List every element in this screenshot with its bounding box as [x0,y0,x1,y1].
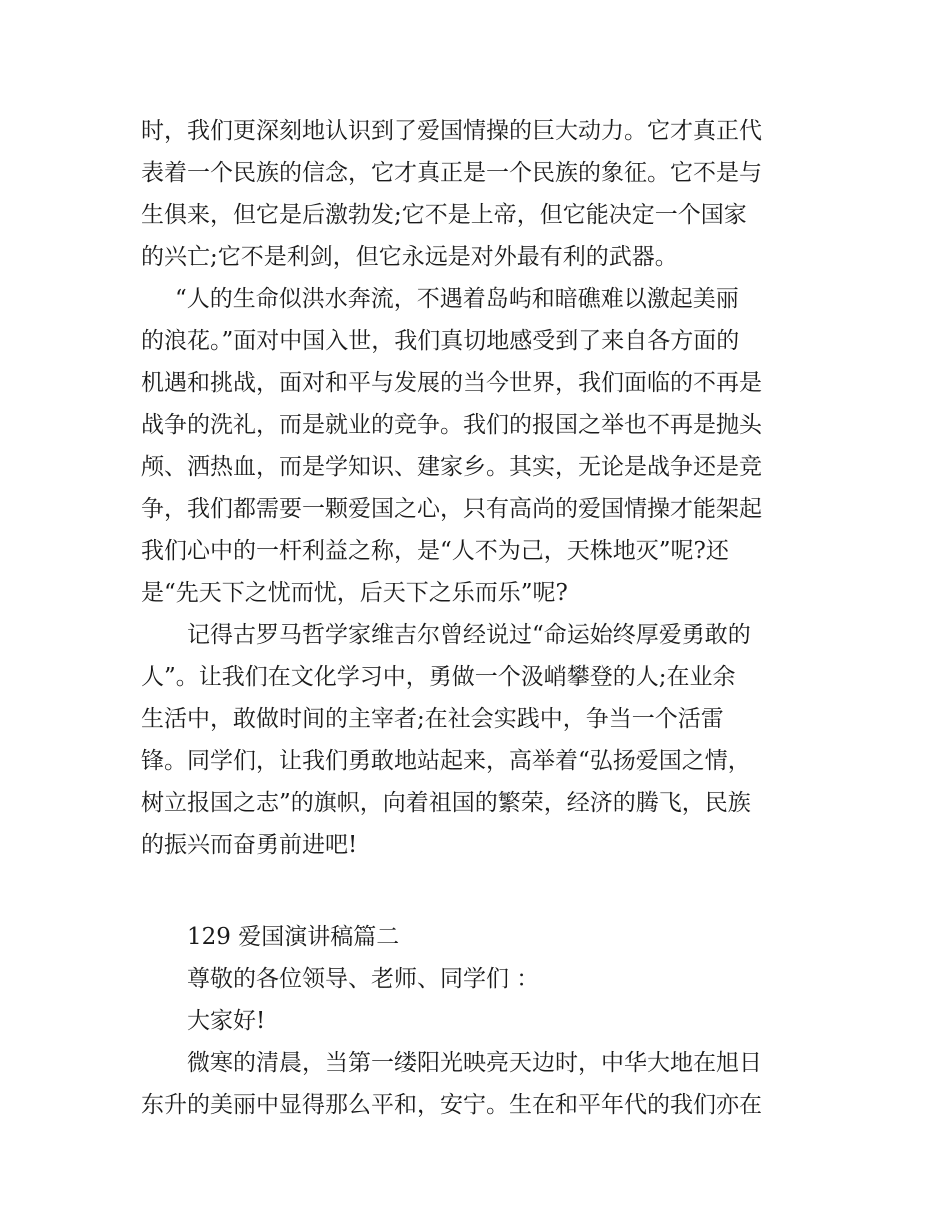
text-line: 争，我们都需要一颗爱国之心，只有高尚的爱国情操才能架起 [141,496,762,522]
text-line: 战争的洗礼，而是就业的竞争。我们的报国之举也不再是抛头 [141,412,762,438]
text-line: 的振兴而奋勇前进吧! [141,832,358,858]
greeting: 大家好! [187,1008,266,1034]
section-two [141,916,817,1126]
text-line: 的兴亡;它不是利剑，但它永远是对外最有利的武器。 [141,244,678,270]
paragraph-4 [141,1042,817,1126]
text-line: 生俱来，但它是后激勃发;它不是上帝，但它能决定一个国家 [141,202,747,228]
document-body [141,110,817,866]
text-line: 人”。让我们在文化学习中，勇做一个汲峭攀登的人;在业余 [141,664,736,690]
salutation: 尊敬的各位领导、老师、同学们 ： [187,966,540,992]
text-line: 东升的美丽中显得那么平和，安宁。生在和平年代的我们亦在 [141,1092,762,1118]
text-line: 树立报国之志”的旗帜，向着祖国的繁荣，经济的腾飞，民族 [141,790,751,816]
text-line: “人的生命似洪水奔流，不遇着岛屿和暗礁难以激起美丽 [175,286,739,312]
text-line: 时，我们更深刻地认识到了爱国情操的巨大动力。它才真正代 [141,118,762,144]
text-line: 是“先天下之忧而忧，后天下之乐而乐”呢? [141,580,568,606]
paragraph-2 [141,278,817,614]
text-line: 颅、洒热血，而是学知识、建家乡。其实，无论是战争还是竞 [141,454,762,480]
text-line: 记得古罗马哲学家维吉尔曾经说过“命运始终厚爱勇敢的 [187,622,751,648]
text-line: 我们心中的一杆利益之称，是“人不为己，天株地灭”呢?还 [141,538,729,564]
text-line: 表着一个民族的信念，它才真正是一个民族的象征。它不是与 [141,160,762,186]
section-title: 129 爱国演讲稿篇二 [187,924,400,950]
text-line: 锋。同学们，让我们勇敢地站起来，高举着“弘扬爱国之情， [141,748,751,774]
text-line: 机遇和挑战，面对和平与发展的当今世界，我们面临的不再是 [141,370,762,396]
text-line: 生活中，敢做时间的主宰者;在社会实践中，争当一个活雷 [141,706,724,732]
paragraph-1 [141,110,817,278]
paragraph-3 [141,614,817,866]
text-line: 微寒的清晨，当第一缕阳光映亮天边时，中华大地在旭日 [187,1050,762,1076]
text-line: 的浪花。”面对中国入世，我们真切地感受到了来自各方面的 [141,328,740,354]
